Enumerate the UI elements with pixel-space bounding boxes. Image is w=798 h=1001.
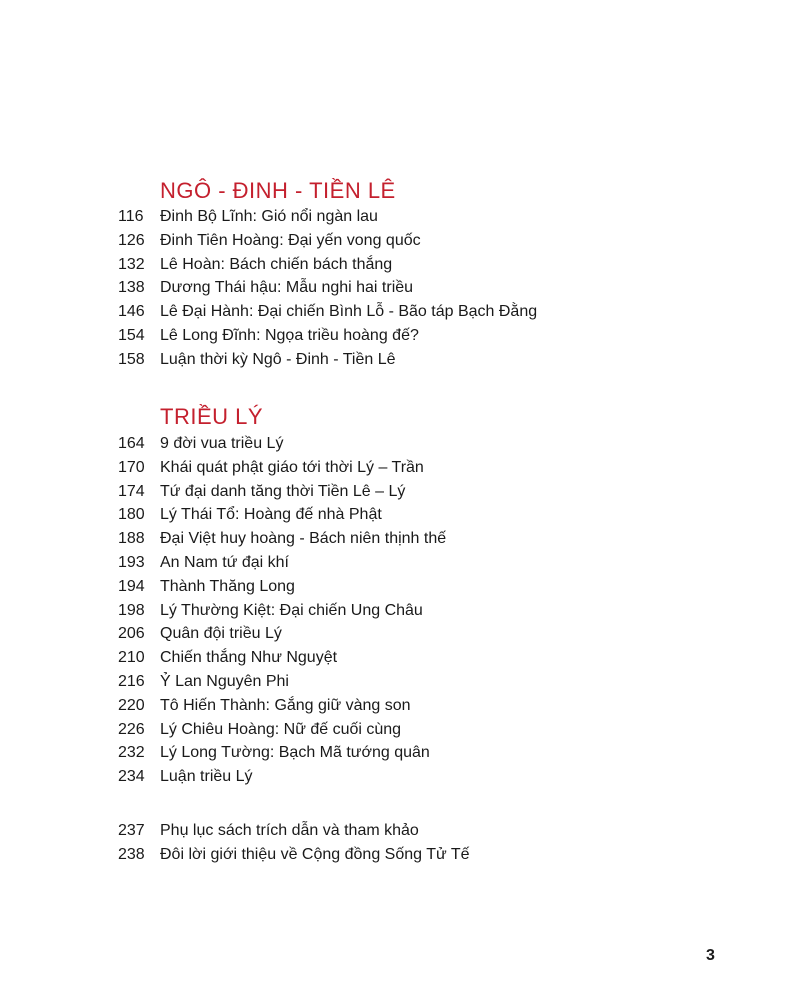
toc-page-number: 198 — [118, 601, 145, 619]
toc-entry-title: Lê Đại Hành: Đại chiến Bình Lỗ - Bão táp Bạch Đằng — [160, 303, 538, 321]
toc-page-number: 232 — [118, 744, 145, 762]
toc-list — [0, 207, 798, 374]
toc-entry[interactable] — [0, 207, 798, 231]
toc-entry-title: 9 đời vua triều Lý — [160, 435, 284, 452]
toc-entry[interactable] — [0, 302, 798, 326]
toc-page-number: 220 — [118, 696, 145, 714]
toc-entry-title: Lý Long Tường: Bạch Mã tướng quân — [160, 744, 430, 762]
toc-page-number: 206 — [118, 625, 145, 643]
toc-entry-title: Chiến thắng Như Nguyệt — [160, 649, 338, 667]
toc-page-number: 193 — [118, 553, 145, 571]
toc-entry[interactable] — [0, 601, 798, 625]
toc-entry[interactable] — [0, 255, 798, 279]
toc-page-number: 180 — [118, 506, 145, 524]
toc-entry[interactable] — [0, 529, 798, 553]
toc-entry-title: Tứ đại danh tăng thời Tiền Lê – Lý — [160, 482, 406, 500]
section-title: NGÔ - ĐINH - TIỀN LÊ — [160, 178, 396, 203]
toc-entry[interactable] — [0, 278, 798, 302]
toc-entry-title: Ỷ Lan Nguyên Phi — [160, 672, 289, 690]
toc-entry-title: Quân đội triều Lý — [160, 625, 282, 643]
toc-entry-title: Thành Thăng Long — [160, 577, 295, 595]
toc-page-number: 210 — [118, 649, 145, 667]
toc-entry[interactable] — [0, 672, 798, 696]
toc-entry[interactable] — [0, 458, 798, 482]
toc-page-number: 164 — [118, 435, 145, 452]
toc-list — [0, 821, 798, 869]
toc-page-number: 174 — [118, 482, 145, 500]
toc-page-number: 116 — [118, 208, 144, 225]
toc-entry[interactable] — [0, 720, 798, 744]
toc-entry[interactable] — [0, 845, 798, 869]
toc-page-number: 170 — [118, 458, 145, 476]
toc-entry-title: Lê Long Đĩnh: Ngọa triều hoàng đế? — [160, 326, 419, 344]
toc-entry[interactable] — [0, 434, 798, 458]
toc-page-number: 138 — [118, 279, 145, 297]
toc-list — [0, 434, 798, 791]
toc-page-number: 154 — [118, 326, 145, 344]
toc-page-number: 146 — [118, 303, 145, 321]
toc-entry[interactable] — [0, 482, 798, 506]
toc-entry-title: Lý Chiêu Hoàng: Nữ đế cuối cùng — [160, 720, 402, 738]
toc-entry-title: Luận triều Lý — [160, 768, 253, 786]
toc-entry-title: Đôi lời giới thiệu về Cộng đồng Sống Tử Tế — [160, 845, 470, 863]
toc-entry[interactable] — [0, 648, 798, 672]
toc-page-number: 194 — [118, 577, 145, 595]
toc-entry-title: Khái quát phật giáo tới thời Lý – Trần — [160, 458, 424, 476]
toc-page-number: 158 — [118, 350, 145, 368]
page-number: 3 — [706, 947, 715, 964]
toc-entry[interactable] — [0, 553, 798, 577]
section-title: TRIỀU LÝ — [160, 404, 264, 429]
toc-page-number: 234 — [118, 768, 145, 786]
toc-entry-title: Luận thời kỳ Ngô - Đinh - Tiền Lê — [160, 350, 396, 368]
toc-entry[interactable] — [0, 505, 798, 529]
toc-entry-title: Lý Thường Kiệt: Đại chiến Ung Châu — [160, 601, 423, 619]
toc-entry[interactable] — [0, 821, 798, 845]
toc-entry[interactable] — [0, 743, 798, 767]
toc-entry-title: Phụ lục sách trích dẫn và tham khảo — [160, 822, 419, 839]
toc-entry[interactable] — [0, 696, 798, 720]
toc-entry-title: Lý Thái Tổ: Hoàng đế nhà Phật — [160, 506, 382, 524]
toc-page-number: 216 — [118, 672, 145, 690]
toc-entry[interactable] — [0, 577, 798, 601]
toc-entry[interactable] — [0, 767, 798, 791]
toc-entry-title: Tô Hiến Thành: Gắng giữ vàng son — [160, 696, 411, 714]
toc-entry[interactable] — [0, 350, 798, 374]
toc-entry-title: An Nam tứ đại khí — [160, 553, 289, 571]
toc-page-number: 237 — [118, 822, 145, 839]
toc-entry[interactable] — [0, 326, 798, 350]
toc-entry-title: Lê Hoàn: Bách chiến bách thắng — [160, 255, 393, 273]
toc-entry-title: Đại Việt huy hoàng - Bách niên thịnh thế — [160, 530, 447, 548]
toc-page-number: 188 — [118, 530, 145, 548]
toc-entry[interactable] — [0, 231, 798, 255]
toc-entry-title: Đinh Tiên Hoàng: Đại yến vong quốc — [160, 231, 421, 249]
toc-entry[interactable] — [0, 624, 798, 648]
toc-page-number: 132 — [118, 255, 145, 273]
toc-page-number: 226 — [118, 720, 145, 738]
toc-page-number: 238 — [118, 845, 145, 863]
toc-entry-title: Đinh Bộ Lĩnh: Gió nổi ngàn lau — [160, 208, 378, 225]
toc-page-number: 126 — [118, 231, 145, 249]
toc-entry-title: Dương Thái hậu: Mẫu nghi hai triều — [160, 279, 414, 297]
